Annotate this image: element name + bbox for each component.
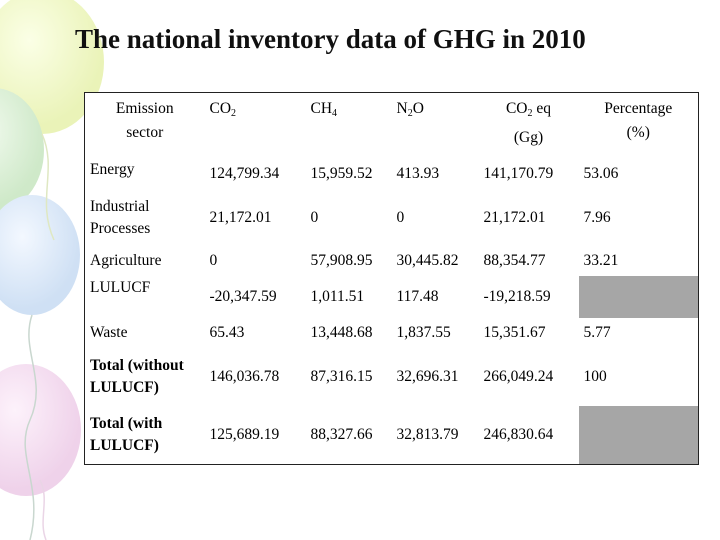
cell-percentage-empty — [579, 406, 699, 464]
cell-co2-eq: 266,049.24 — [483, 368, 554, 385]
table-row — [85, 318, 699, 348]
header-co2-eq: $CO_2$ eq (Gg) — [505, 100, 552, 146]
cell-n2o: 32,696.31 — [396, 368, 459, 385]
cell-sector: Waste — [90, 324, 128, 341]
cell-n2o: 0 — [396, 209, 405, 226]
cell-sector: Total (without LULUCF) — [90, 357, 184, 396]
cell-co2-eq: 141,170.79 — [483, 165, 554, 182]
cell-ch4: 0 — [310, 209, 319, 226]
cell-ch4: 57,908.95 — [310, 252, 373, 269]
cell-percentage: 53.06 — [583, 165, 619, 182]
header-ch4: $CH_4$ — [310, 100, 338, 119]
cell-percentage: 100 — [583, 368, 607, 385]
cell-percentage: 33.21 — [583, 252, 619, 269]
cell-co2: 0 — [209, 252, 218, 269]
cell-ch4: 13,448.68 — [310, 324, 373, 341]
cell-sector: Agriculture — [90, 252, 162, 269]
table-row — [85, 406, 699, 464]
cell-n2o: 32,813.79 — [396, 425, 459, 443]
cell-n2o: 1,837.55 — [396, 324, 451, 341]
table-row — [85, 348, 699, 406]
cell-percentage-empty — [579, 276, 699, 318]
cell-sector: Energy — [90, 161, 135, 178]
ghg-inventory-table-container — [84, 92, 699, 465]
cell-percentage: 7.96 — [583, 209, 611, 226]
cell-co2: 65.43 — [209, 324, 245, 341]
cell-co2-eq: 88,354.77 — [483, 252, 546, 269]
cell-co2-eq: -19,218.59 — [483, 288, 551, 305]
cell-ch4: 87,316.15 — [310, 368, 373, 385]
table-row — [85, 158, 699, 190]
balloon-blue — [0, 195, 80, 315]
cell-n2o: 30,445.82 — [396, 252, 459, 269]
table-row — [85, 276, 699, 318]
cell-co2-eq: 246,830.64 — [483, 425, 554, 443]
cell-co2: 146,036.78 — [209, 368, 280, 385]
cell-sector: LULUCF — [90, 279, 151, 296]
cell-sector: Total (with LULUCF) — [90, 414, 163, 454]
cell-co2: 124,799.34 — [209, 165, 280, 182]
cell-co2-eq: 21,172.01 — [483, 209, 546, 226]
balloon-pink — [0, 364, 81, 496]
cell-ch4: 15,959.52 — [310, 165, 373, 182]
ghg-inventory-table — [84, 92, 699, 465]
cell-co2: 21,172.01 — [209, 209, 272, 226]
header-percentage: Percentage (%) — [604, 100, 673, 141]
slide-title: The national inventory data of GHG in 2010 — [75, 24, 586, 54]
header-emission-sector: Emission sector — [115, 100, 174, 141]
cell-ch4: 88,327.66 — [310, 425, 373, 443]
cell-n2o: 117.48 — [396, 288, 439, 305]
header-n2o: $N_2O$ — [396, 100, 424, 119]
table-row — [85, 246, 699, 276]
cell-percentage: 5.77 — [583, 324, 611, 341]
cell-co2-eq: 15,351.67 — [483, 324, 546, 341]
cell-co2: 125,689.19 — [209, 425, 280, 443]
cell-n2o: 413.93 — [396, 165, 440, 182]
table-header-row — [85, 93, 699, 159]
header-co2: $CO_2$ — [209, 100, 237, 119]
cell-ch4: 1,011.51 — [310, 288, 365, 305]
cell-co2: -20,347.59 — [209, 288, 277, 305]
table-row — [85, 190, 699, 246]
cell-sector: Industrial Processes — [90, 198, 151, 237]
